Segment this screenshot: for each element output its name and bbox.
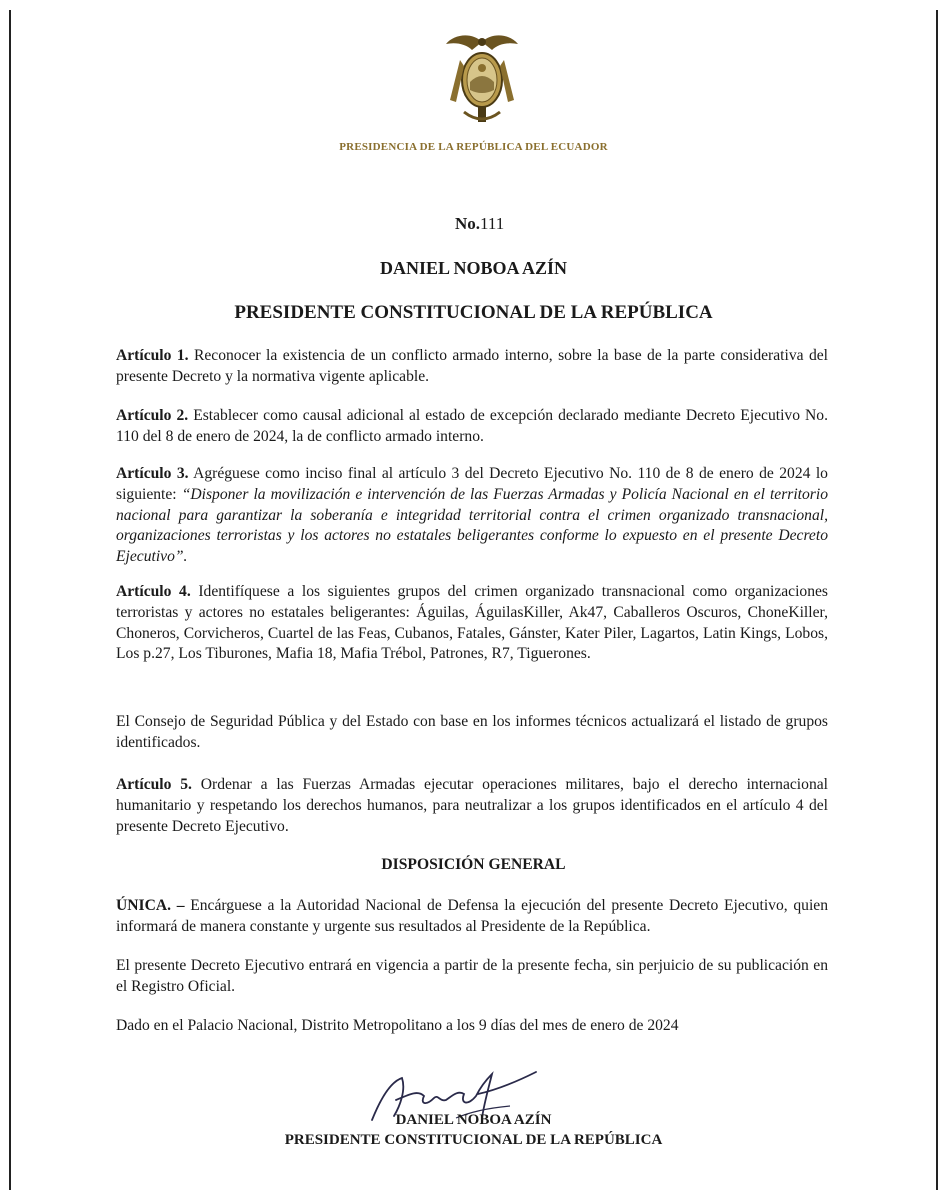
article-label: Artículo 5. <box>116 776 192 793</box>
article-quote: “Disponer la movilización e intervención de las Fuerzas Armadas y Policía Nacional en el territorio nacional para garantizar la soberanía e integridad territorial contra el crimen organizado transnacional, organizaciones terroristas y los actores no estatales beligerantes conforme lo expuesto en el presente Decreto Ejecutivo”. <box>116 485 829 566</box>
signatory-name: DANIEL NOBOA AZÍN <box>395 1112 552 1128</box>
provision-label: ÚNICA. – <box>116 897 185 914</box>
president-office-heading: PRESIDENTE CONSTITUCIONAL DE LA REPÚBLICA <box>234 302 713 323</box>
decree-number-label: No. <box>455 214 481 233</box>
agency-name: PRESIDENCIA DE LA REPÚBLICA DEL ECUADOR <box>339 141 608 153</box>
decree-number-line <box>455 214 504 234</box>
article-5 <box>116 775 828 837</box>
article-text: Establecer como causal adicional al estado de excepción declarado mediante Decreto Ejecutivo No. 110 del 8 de enero de 2024, la de conflicto armado interno. <box>116 407 828 445</box>
article-2 <box>116 406 828 448</box>
president-name-heading: DANIEL NOBOA AZÍN <box>379 258 568 278</box>
article-label: Artículo 3. <box>116 465 189 482</box>
article-label: Artículo 1. <box>116 347 189 364</box>
article-4 <box>116 582 828 665</box>
article-text: Identifíquese a los siguientes grupos del crimen organizado transnacional como organizaciones terroristas y actores no estatales beligerantes: Águilas, ÁguilasKiller, Ak47, Caballeros Oscuros, ChoneKiller, Choneros, Corvicheros, Cuartel de las Feas, Cubanos, Fatales, Gánster, Kater Piler, Lagartos, Latin Kings, Lobos, Los p.27, Los Tiburones, Mafia 18, Mafia Trébol, Patrones, R7, Tiguerones. <box>116 583 829 663</box>
article-label: Artículo 2. <box>116 407 189 424</box>
article-1 <box>116 346 828 388</box>
effect-text: El presente Decreto Ejecutivo entrará en vigencia a partir de la presente fecha, sin perjuicio de su publicación en el Registro Oficial. <box>116 957 828 995</box>
given-clause <box>116 1016 828 1037</box>
article-text: Ordenar a las Fuerzas Armadas ejecutar operaciones militares, bajo el derecho internacional humanitario y respetando los derechos humanos, para neutralizar a los grupos identificados en el artículo 4 del presente Decreto Ejecutivo. <box>116 776 828 835</box>
article-3 <box>116 464 828 568</box>
provision-text: Encárguese a la Autoridad Nacional de Defensa la ejecución del presente Decreto Ejecutivo, quien informará de manera constante y urgente sus resultados al Presidente de la República. <box>116 897 828 935</box>
general-provision <box>116 896 828 938</box>
article-label: Artículo 4. <box>116 583 191 600</box>
signatory-office: PRESIDENTE CONSTITUCIONAL DE LA REPÚBLICA <box>284 1132 663 1148</box>
coat-of-arms-seal <box>442 30 522 130</box>
article-4-addendum <box>116 712 828 754</box>
decree-number: 111 <box>480 214 505 233</box>
general-provision-heading: DISPOSICIÓN GENERAL <box>381 856 566 873</box>
given-text: Dado en el Palacio Nacional, Distrito Metropolitano a los 9 días del mes de enero de 2024 <box>116 1017 679 1034</box>
article-text: El Consejo de Seguridad Pública y del Estado con base en los informes técnicos actualizará el listado de grupos identificados. <box>116 713 828 751</box>
effect-clause <box>116 956 828 998</box>
article-text: Reconocer la existencia de un conflicto armado interno, sobre la base de la parte considerativa del presente Decreto y la normativa vigente aplicable. <box>116 347 828 385</box>
article-text: Agréguese como inciso final al artículo 3 del Decreto Ejecutivo No. 110 de 8 de enero de 2024 lo siguiente: <box>116 465 828 503</box>
